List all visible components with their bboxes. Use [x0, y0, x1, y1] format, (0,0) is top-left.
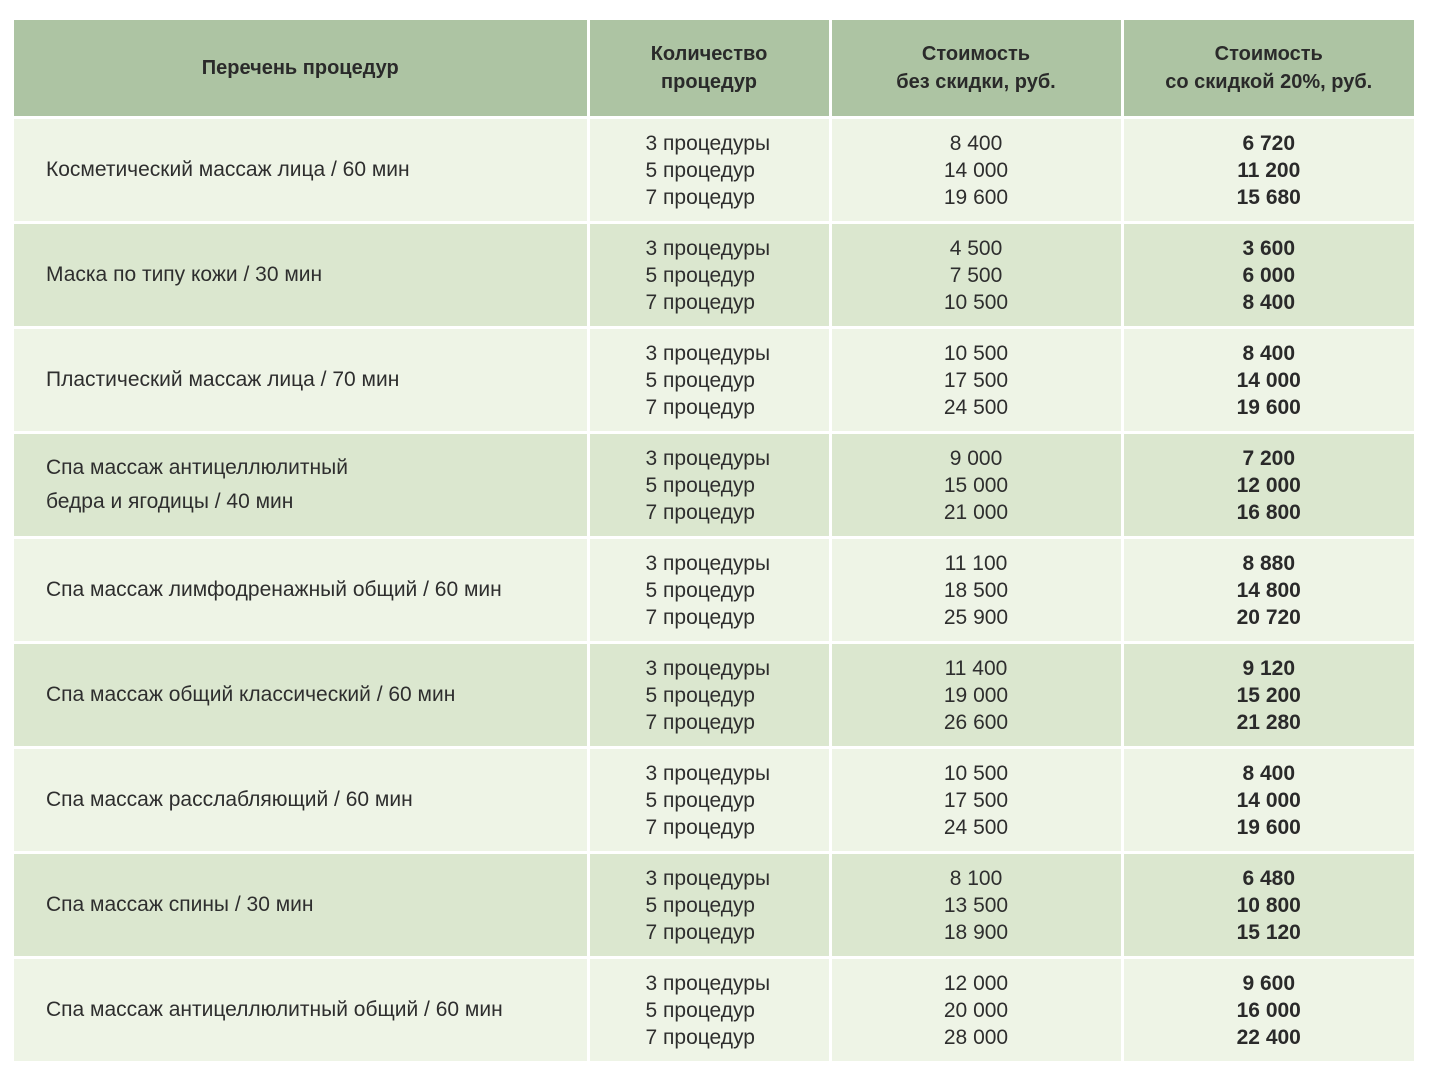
price-base-value: 25 900	[943, 605, 1009, 629]
price-base-value: 10 500	[943, 290, 1009, 314]
price-base-value: 20 000	[943, 998, 1009, 1022]
quantity-cell	[588, 328, 830, 433]
procedure-name-cell	[14, 748, 588, 853]
price-discount-cell	[1122, 328, 1414, 433]
quantity-value: 3 процедуры	[645, 761, 771, 785]
price-base-value: 14 000	[943, 158, 1009, 182]
header-quantity-line-1: Количество	[650, 43, 768, 65]
price-discount-value: 19 600	[1236, 395, 1301, 419]
quantity-value: 5 процедур	[645, 683, 755, 707]
price-base-value: 15 000	[943, 473, 1009, 497]
price-discount-value: 10 800	[1236, 893, 1301, 917]
price-base-value: 10 500	[943, 761, 1009, 785]
price-base-value: 9 000	[949, 446, 1003, 470]
procedure-name-cell	[14, 433, 588, 538]
header-price-base	[830, 20, 1122, 118]
price-base-value: 11 100	[944, 551, 1008, 575]
table-row	[14, 118, 1414, 223]
price-base-value: 18 900	[943, 920, 1009, 944]
procedure-name: Спа массаж антицеллюлитный	[46, 456, 348, 479]
header-procedure-label: Перечень процедур	[201, 57, 399, 79]
price-discount-cell	[1122, 538, 1414, 643]
price-discount-cell	[1122, 958, 1414, 1063]
procedure-price-table	[14, 20, 1414, 1064]
procedure-name: Косметический массаж лица / 60 мин	[46, 158, 410, 181]
price-discount-value: 6 000	[1242, 263, 1296, 287]
procedure-name-cell	[14, 538, 588, 643]
quantity-value: 3 процедуры	[645, 656, 771, 680]
price-discount-cell	[1122, 223, 1414, 328]
procedure-name: Спа массаж лимфодренажный общий / 60 мин	[46, 578, 502, 601]
price-discount-value: 8 880	[1242, 551, 1296, 575]
price-discount-cell	[1122, 643, 1414, 748]
quantity-cell	[588, 223, 830, 328]
price-discount-value: 14 000	[1236, 368, 1301, 392]
quantity-cell	[588, 433, 830, 538]
price-base-cell	[830, 538, 1122, 643]
header-price-base-line-2: без скидки, руб.	[896, 71, 1056, 93]
quantity-value: 3 процедуры	[645, 236, 771, 260]
procedure-name: Спа массаж общий классический / 60 мин	[46, 683, 456, 706]
quantity-value: 5 процедур	[645, 578, 755, 602]
quantity-value: 3 процедуры	[645, 866, 771, 890]
price-base-value: 26 600	[943, 710, 1009, 734]
price-discount-cell	[1122, 853, 1414, 958]
price-discount-value: 3 600	[1242, 236, 1296, 260]
price-base-value: 12 000	[943, 971, 1009, 995]
price-discount-value: 21 280	[1236, 710, 1301, 734]
header-price-discount-line-2: со скидкой 20%, руб.	[1165, 71, 1373, 93]
price-discount-value: 16 000	[1236, 998, 1301, 1022]
quantity-value: 3 процедуры	[645, 551, 771, 575]
procedure-name: бедра и ягодицы / 40 мин	[46, 490, 294, 513]
table-row	[14, 748, 1414, 853]
price-base-value: 18 500	[943, 578, 1009, 602]
price-base-value: 13 500	[943, 893, 1009, 917]
table-row	[14, 958, 1414, 1063]
quantity-cell	[588, 118, 830, 223]
price-discount-value: 15 120	[1236, 920, 1301, 944]
price-discount-value: 20 720	[1236, 605, 1301, 629]
price-base-value: 17 500	[943, 368, 1009, 392]
quantity-cell	[588, 853, 830, 958]
price-discount-value: 8 400	[1242, 761, 1296, 785]
price-discount-value: 9 600	[1242, 971, 1296, 995]
quantity-value: 7 процедур	[645, 500, 755, 524]
price-discount-cell	[1122, 433, 1414, 538]
table-row	[14, 538, 1414, 643]
price-discount-value: 7 200	[1242, 446, 1296, 470]
price-discount-value: 15 200	[1236, 683, 1301, 707]
procedure-name-cell	[14, 118, 588, 223]
quantity-value: 7 процедур	[645, 1025, 755, 1049]
quantity-value: 7 процедур	[645, 605, 755, 629]
table-header-row	[14, 20, 1414, 118]
quantity-value: 3 процедуры	[645, 446, 771, 470]
price-discount-value: 12 000	[1236, 473, 1301, 497]
quantity-value: 7 процедур	[645, 290, 755, 314]
table-row	[14, 853, 1414, 958]
price-discount-value: 15 680	[1236, 185, 1301, 209]
table-row	[14, 328, 1414, 433]
quantity-value: 5 процедур	[645, 998, 755, 1022]
procedure-name-cell	[14, 643, 588, 748]
quantity-value: 3 процедуры	[645, 341, 771, 365]
procedure-name: Спа массаж спины / 30 мин	[46, 893, 314, 916]
quantity-value: 5 процедур	[645, 263, 755, 287]
quantity-value: 7 процедур	[645, 395, 755, 419]
price-base-cell	[830, 223, 1122, 328]
price-base-value: 11 400	[944, 656, 1008, 680]
price-discount-value: 6 720	[1242, 131, 1296, 155]
price-discount-value: 19 600	[1236, 815, 1301, 839]
quantity-value: 5 процедур	[645, 158, 755, 182]
quantity-value: 7 процедур	[645, 185, 755, 209]
procedure-name: Спа массаж антицеллюлитный общий / 60 мин	[46, 998, 503, 1021]
price-base-cell	[830, 643, 1122, 748]
price-list	[14, 20, 1414, 1064]
price-discount-value: 6 480	[1242, 866, 1296, 890]
price-base-cell	[830, 118, 1122, 223]
quantity-cell	[588, 958, 830, 1063]
header-procedure-list	[14, 20, 588, 118]
quantity-value: 3 процедуры	[645, 131, 771, 155]
header-quantity	[588, 20, 830, 118]
quantity-value: 5 процедур	[645, 473, 755, 497]
price-base-value: 24 500	[943, 395, 1009, 419]
quantity-value: 5 процедур	[645, 893, 755, 917]
price-base-cell	[830, 433, 1122, 538]
table-row	[14, 223, 1414, 328]
price-base-value: 17 500	[943, 788, 1009, 812]
header-quantity-line-2: процедур	[661, 71, 757, 93]
procedure-name-cell	[14, 853, 588, 958]
table-row	[14, 643, 1414, 748]
price-discount-value: 16 800	[1236, 500, 1301, 524]
price-base-value: 21 000	[943, 500, 1009, 524]
price-discount-cell	[1122, 118, 1414, 223]
price-base-cell	[830, 958, 1122, 1063]
procedure-name: Спа массаж расслабляющий / 60 мин	[46, 788, 413, 811]
procedure-name-cell	[14, 328, 588, 433]
quantity-cell	[588, 538, 830, 643]
price-base-value: 19 000	[943, 683, 1009, 707]
quantity-cell	[588, 643, 830, 748]
procedure-name: Пластический массаж лица / 70 мин	[46, 368, 400, 391]
price-base-value: 4 500	[949, 236, 1003, 260]
price-discount-value: 22 400	[1236, 1025, 1301, 1049]
header-price-base-line-1: Стоимость	[921, 43, 1031, 65]
procedure-name: Маска по типу кожи / 30 мин	[46, 263, 323, 286]
price-discount-value: 9 120	[1242, 656, 1296, 680]
table-body	[14, 118, 1414, 1063]
price-base-cell	[830, 328, 1122, 433]
price-base-value: 7 500	[949, 263, 1003, 287]
quantity-value: 7 процедур	[645, 920, 755, 944]
price-discount-value: 11 200	[1237, 158, 1301, 182]
header-price-discount	[1122, 20, 1414, 118]
price-discount-value: 14 800	[1236, 578, 1301, 602]
price-base-value: 24 500	[943, 815, 1009, 839]
price-discount-value: 14 000	[1236, 788, 1301, 812]
header-price-discount-line-1: Стоимость	[1214, 43, 1323, 65]
quantity-value: 7 процедур	[645, 815, 755, 839]
price-base-value: 8 400	[949, 131, 1003, 155]
price-base-cell	[830, 853, 1122, 958]
price-discount-value: 8 400	[1242, 290, 1296, 314]
procedure-name-cell	[14, 223, 588, 328]
price-discount-value: 8 400	[1242, 341, 1296, 365]
quantity-value: 5 процедур	[645, 368, 755, 392]
quantity-value: 7 процедур	[645, 710, 755, 734]
price-base-value: 8 100	[949, 866, 1003, 890]
quantity-value: 3 процедуры	[645, 971, 771, 995]
price-base-value: 28 000	[943, 1025, 1009, 1049]
price-discount-cell	[1122, 748, 1414, 853]
table-row	[14, 433, 1414, 538]
price-base-value: 19 600	[943, 185, 1009, 209]
quantity-cell	[588, 748, 830, 853]
price-base-value: 10 500	[943, 341, 1009, 365]
price-base-cell	[830, 748, 1122, 853]
procedure-name-cell	[14, 958, 588, 1063]
quantity-value: 5 процедур	[645, 788, 755, 812]
